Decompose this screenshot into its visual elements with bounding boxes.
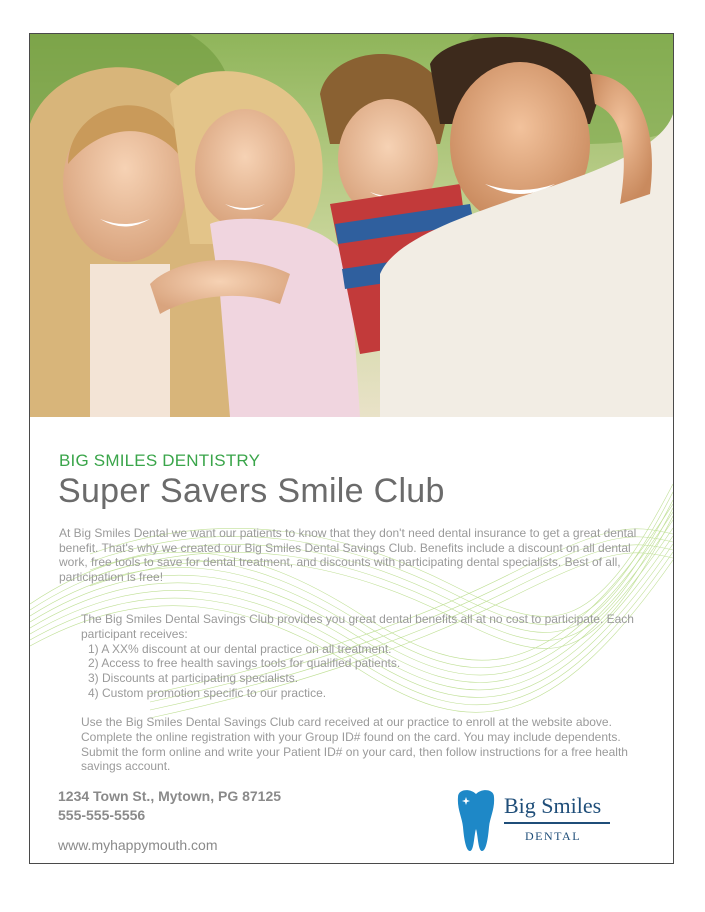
list-item: 1) A XX% discount at our dental practice on all treatment. bbox=[88, 641, 392, 656]
page-title: Super Savers Smile Club bbox=[58, 472, 445, 510]
brand-kicker: BIG SMILES DENTISTRY bbox=[59, 451, 261, 470]
logo-name: Big Smiles bbox=[504, 793, 602, 818]
phone-number: 555-555-5556 bbox=[58, 807, 146, 823]
tooth-icon bbox=[454, 789, 498, 853]
intro-paragraph: At Big Smiles Dental we want our patients to know that they don't need dental insurance to get a great dental benefit. That's why we created our Big Smiles Dental Savings Club. Benefits include a discount on all dental work, free tools to save for dental treatment, and discounts with participating dental specialists. Best of all, participation is free! bbox=[59, 526, 637, 584]
enroll-paragraph: Use the Big Smiles Dental Savings Club card received at our practice to enroll at the website above. Complete the online registration with your Group ID# found on the card. You may include dependents. Submit the form online and write your Patient ID# on your card, then follow instructions for a free health savings account. bbox=[81, 715, 628, 774]
website-link[interactable]: www.myhappymouth.com bbox=[58, 837, 218, 853]
benefits-list bbox=[88, 642, 641, 701]
flyer-page bbox=[29, 33, 674, 864]
logo-divider bbox=[504, 822, 610, 824]
address: 1234 Town St., Mytown, PG 87125 bbox=[58, 788, 282, 804]
list-item: 4) Custom promotion specific to our practice. bbox=[88, 685, 327, 700]
list-item: 3) Discounts at participating specialists. bbox=[88, 671, 299, 686]
list-item: 2) Access to free health savings tools for qualified patients. bbox=[88, 656, 401, 671]
brand-logo bbox=[454, 789, 614, 855]
benefits-lead: The Big Smiles Dental Savings Club provides you great dental benefits all at no cost to participate. Each participant receives: bbox=[81, 612, 634, 641]
logo-subtitle: DENTAL bbox=[525, 829, 582, 843]
benefits-section bbox=[81, 612, 641, 701]
family-photo bbox=[30, 34, 673, 417]
